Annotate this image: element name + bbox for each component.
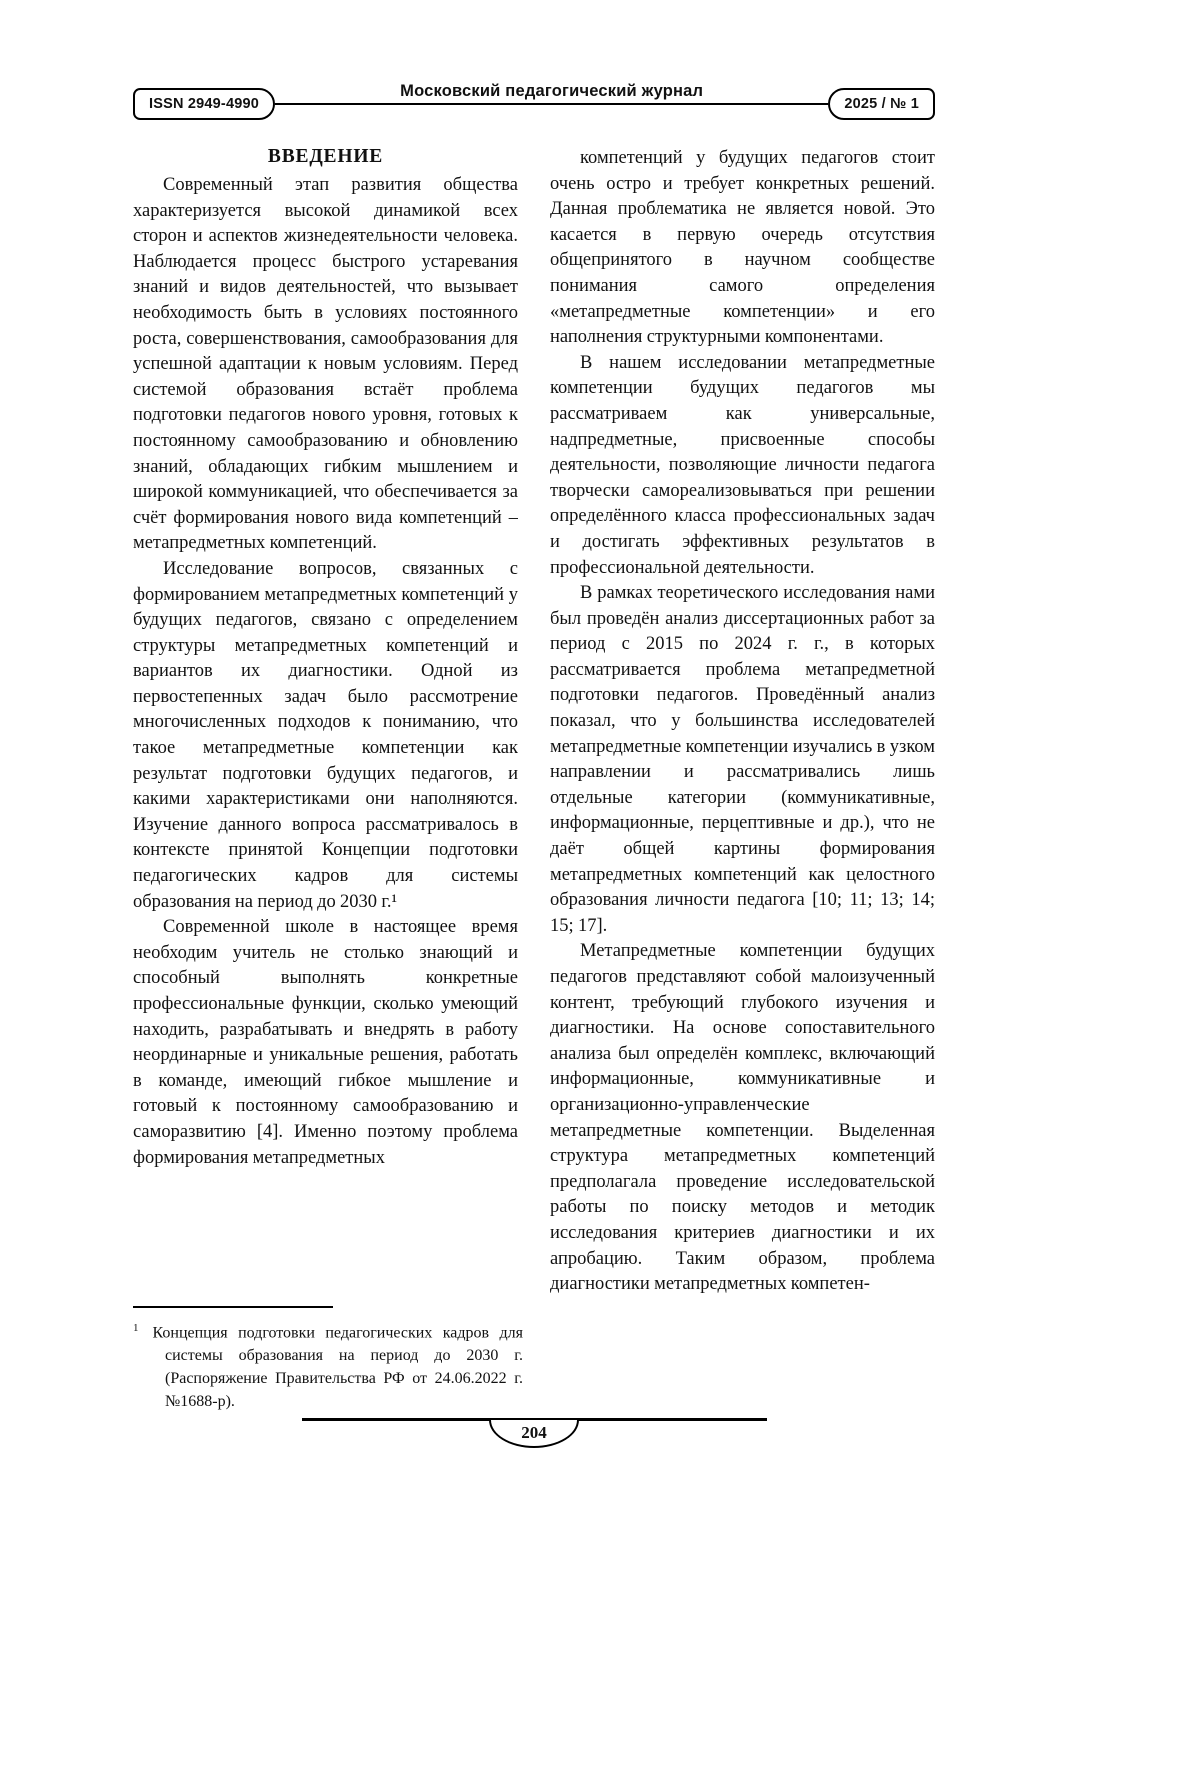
page-header bbox=[133, 82, 935, 122]
footnote bbox=[133, 1306, 523, 1413]
issn-badge bbox=[133, 88, 275, 120]
page-number-badge bbox=[489, 1420, 579, 1448]
footnote-rule bbox=[133, 1306, 333, 1308]
page-number: 204 bbox=[521, 1423, 547, 1442]
article-body bbox=[133, 146, 935, 1411]
footnote-body bbox=[133, 1317, 523, 1413]
section-title: ВВЕДЕНИЕ bbox=[267, 146, 384, 167]
left-column bbox=[133, 146, 518, 1302]
paragraph: В нашем исследовании метапредметные компетенции будущих педагогов мы рассматриваем как универсальные, надпредметные, присвоенные способы деятельности, позволяющие личности педагога творчески самореализовываться при решении определённого класса профессиональных задач и достигать эффективных результатов в профессиональной деятельности. bbox=[550, 352, 935, 578]
issn-text: ISSN 2949-4990 bbox=[149, 96, 260, 112]
paragraph: Современный этап развития общества характеризуется высокой динамикой всех сторон и аспектов жизнедеятельности человека. Наблюдается процесс быстрого устаревания знаний и видов деятельностей, что вызывает необходимость быть в условиях постоянного роста, совершенствования, самообразования для успешной адаптации к новым условиям. Перед системой образования встаёт проблема подготовки педагогов нового уровня, готовых к постоянному самообразованию и обновлению знаний, обладающих гибким мышлением и широкой коммуникацией, что обеспечивается за счёт формирования нового вида компетенций – метапредметных компетенций. bbox=[133, 175, 518, 554]
footnote-marker: 1 bbox=[133, 1322, 139, 1334]
footnote-text: Концепция подготовки педагогических кадров для системы образования на период до 2030 г. (Распоряжение Правительства РФ от 24.06.2022 г. №1688-р). bbox=[152, 1324, 523, 1411]
issue-badge bbox=[828, 88, 935, 120]
paragraph: Метапредметные компетенции будущих педагогов представляют собой малоизученный контент, требующий глубокого изучения и диагностики. На основе сопоставительного анализа был определён комплекс, включающий информационные, коммуникативные и организационно-управленческие метапредметные компетенции. Выделенная структура метапредметных компетенций предполагала проведение исследовательской работы по поиску методов и методик исследования критериев диагностики и их апробацию. Таким образом, проблема диагностики метапредметных компетен- bbox=[550, 941, 935, 1295]
header-rule bbox=[275, 82, 828, 105]
issue-text: 2025 / № 1 bbox=[844, 96, 919, 112]
paragraph: В рамках теоретического исследования нами был проведён анализ диссертационных работ за период с 2015 по 2024 г. г., в которых рассматривается проблема метапредметной подготовки педагогов. Проведённый анализ показал, что у большинства исследователей метапредметные компетенции изучались в узком направлении и рассматривались лишь отдельные категории (коммуникативные, информационные, перцептивные и др.), что не даёт общей картины формирования метапредметных компетенций как целостного образования личности педагога [10; 11; 13; 14; 15; 17]. bbox=[550, 583, 935, 936]
paragraph: Современной школе в настоящее время необходим учитель не столько знающий и способный выполнять конкретные профессиональные функции, сколько умеющий находить, разрабатывать и внедрять в работу неординарные и уникальные решения, работать в команде, имеющий гибкое мышление и готовый к постоянному самообразованию и саморазвитию [4]. Именно поэтому проблема формирования метапредметных bbox=[133, 917, 518, 1168]
journal-title: Московский педагогический журнал bbox=[400, 82, 704, 100]
paragraph: Исследование вопросов, связанных с формированием метапредметных компетенций у будущих педагогов, связано с определением структуры метапредметных компетенций и вариантов их диагностики. Одной из первостепенных задач было рассмотрение многочисленных подходов к пониманию, что такое метапредметные компетенции как результат подготовки будущих педагогов, и какими характеристиками они наполняются. Изучение данного вопроса рассматривалось в контексте принятой Концепции подготовки педагогических кадров для системы образования на период до 2030 г.¹ bbox=[133, 558, 518, 912]
page-footer bbox=[133, 1418, 935, 1448]
right-column bbox=[550, 146, 935, 1408]
paragraph: компетенций у будущих педагогов стоит очень остро и требует конкретных решений. Данная проблематика не является новой. Это касается в первую очередь отсутствия общепринятого в научном сообществе понимания самого определения «метапредметные компетенции» и его наполнения структурными компонентами. bbox=[550, 148, 935, 348]
